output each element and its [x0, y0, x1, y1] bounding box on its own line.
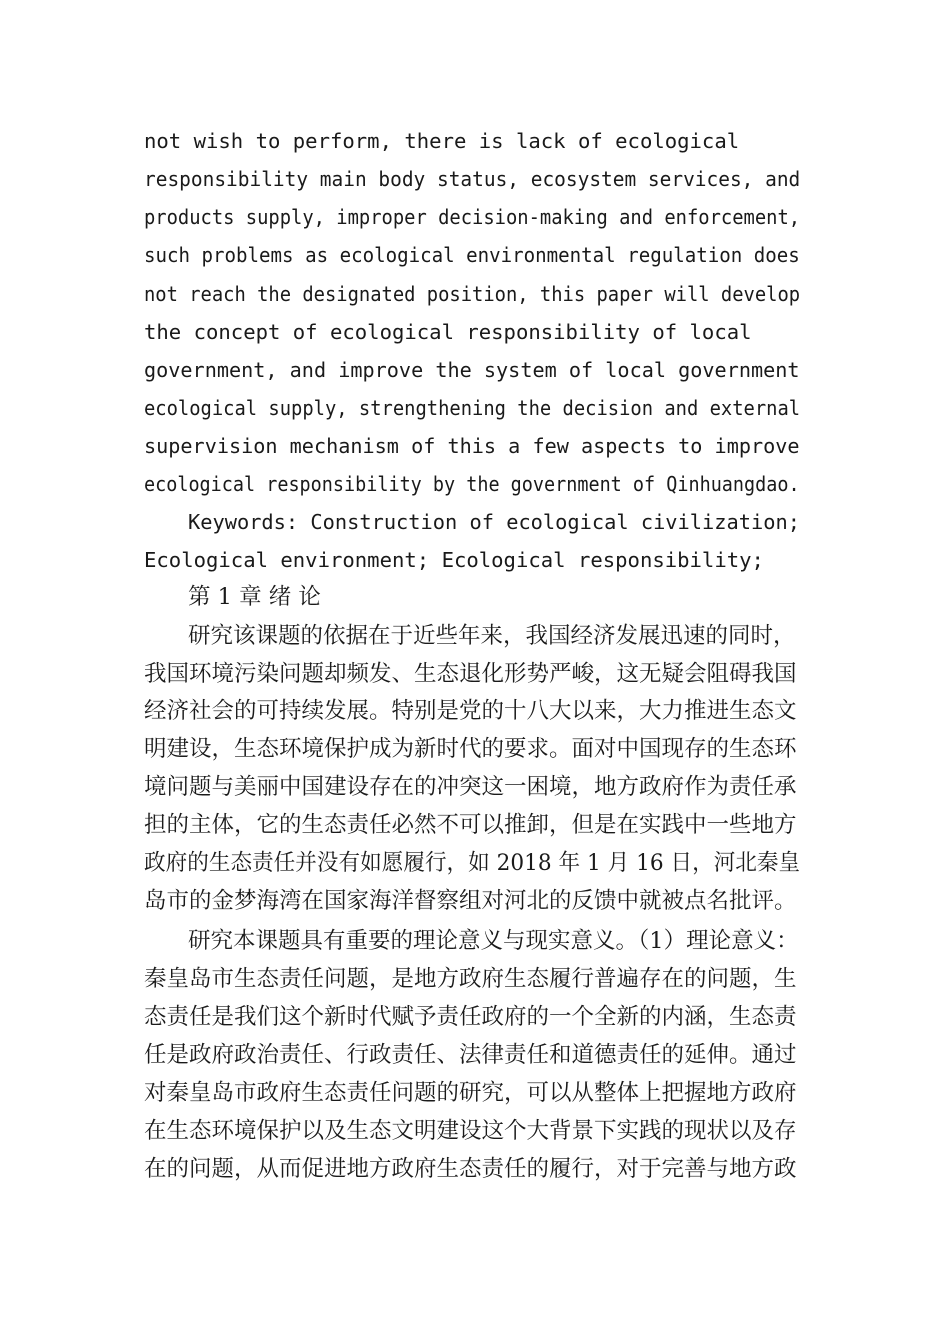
- abstract-line: products supply, improper decision-making and enforcement,: [144, 205, 801, 229]
- abstract-line: supervision mechanism of this a few aspects to improve: [144, 434, 800, 458]
- abstract-line: not wish to perform, there is lack of ecological: [144, 129, 740, 153]
- paragraph-line: 研究本课题具有重要的理论意义与现实意义。（1）理论意义：: [188, 928, 799, 954]
- paragraph-line: 岛市的金梦海湾在国家海洋督察组对河北的反馈中就被点名批评。: [144, 888, 797, 914]
- abstract-line: ecological responsibility by the government of Qinhuangdao.: [144, 472, 800, 496]
- keywords-line: Keywords: Construction of ecological civilization;: [188, 510, 800, 534]
- paragraph-line: 明建设，生态环境保护成为新时代的要求。面对中国现存的生态环: [144, 736, 797, 762]
- paragraph-line: 对秦皇岛市政府生态责任问题的研究，可以从整体上把握地方政府: [144, 1080, 797, 1106]
- abstract-line: not reach the designated position, this paper will develop: [144, 282, 801, 306]
- paragraph-line: 秦皇岛市生态责任问题，是地方政府生态履行普遍存在的问题，生: [144, 966, 797, 992]
- abstract-line: such problems as ecological environmental regulation does: [144, 243, 800, 267]
- abstract-line: government, and improve the system of local government: [144, 358, 800, 382]
- paragraph-line: 境问题与美丽中国建设存在的冲突这一困境，地方政府作为责任承: [144, 774, 797, 800]
- paragraph-line: 担的主体，它的生态责任必然不可以推卸，但是在实践中一些地方: [144, 812, 797, 838]
- chapter-heading: 第 1 章 绪 论: [188, 584, 321, 610]
- paragraph-line: 我国环境污染问题却频发、生态退化形势严峻，这无疑会阻碍我国: [144, 661, 797, 687]
- paragraph-line: 政府的生态责任并没有如愿履行，如 2018 年 1 月 16 日，河北秦皇: [144, 850, 801, 876]
- paragraph-line: 在生态环境保护以及生态文明建设这个大背景下实践的现状以及存: [144, 1118, 797, 1144]
- paragraph-line: 态责任是我们这个新时代赋予责任政府的一个全新的内涵，生态责: [144, 1004, 797, 1030]
- paragraph-line: 经济社会的可持续发展。特别是党的十八大以来，大力推进生态文: [144, 698, 797, 724]
- keywords-line: Ecological environment; Ecological responsibility;: [144, 548, 764, 572]
- paragraph-line: 在的问题，从而促进地方政府生态责任的履行，对于完善与地方政: [144, 1156, 797, 1182]
- abstract-line: responsibility main body status, ecosystem services, and: [144, 167, 801, 191]
- abstract-line: ecological supply, strengthening the decision and external: [144, 396, 801, 420]
- paragraph-line: 任是政府政治责任、行政责任、法律责任和道德责任的延伸。通过: [144, 1042, 797, 1068]
- abstract-line: the concept of ecological responsibility of local: [144, 320, 752, 344]
- paragraph-line: 研究该课题的依据在于近些年来，我国经济发展迅速的同时，: [188, 623, 796, 649]
